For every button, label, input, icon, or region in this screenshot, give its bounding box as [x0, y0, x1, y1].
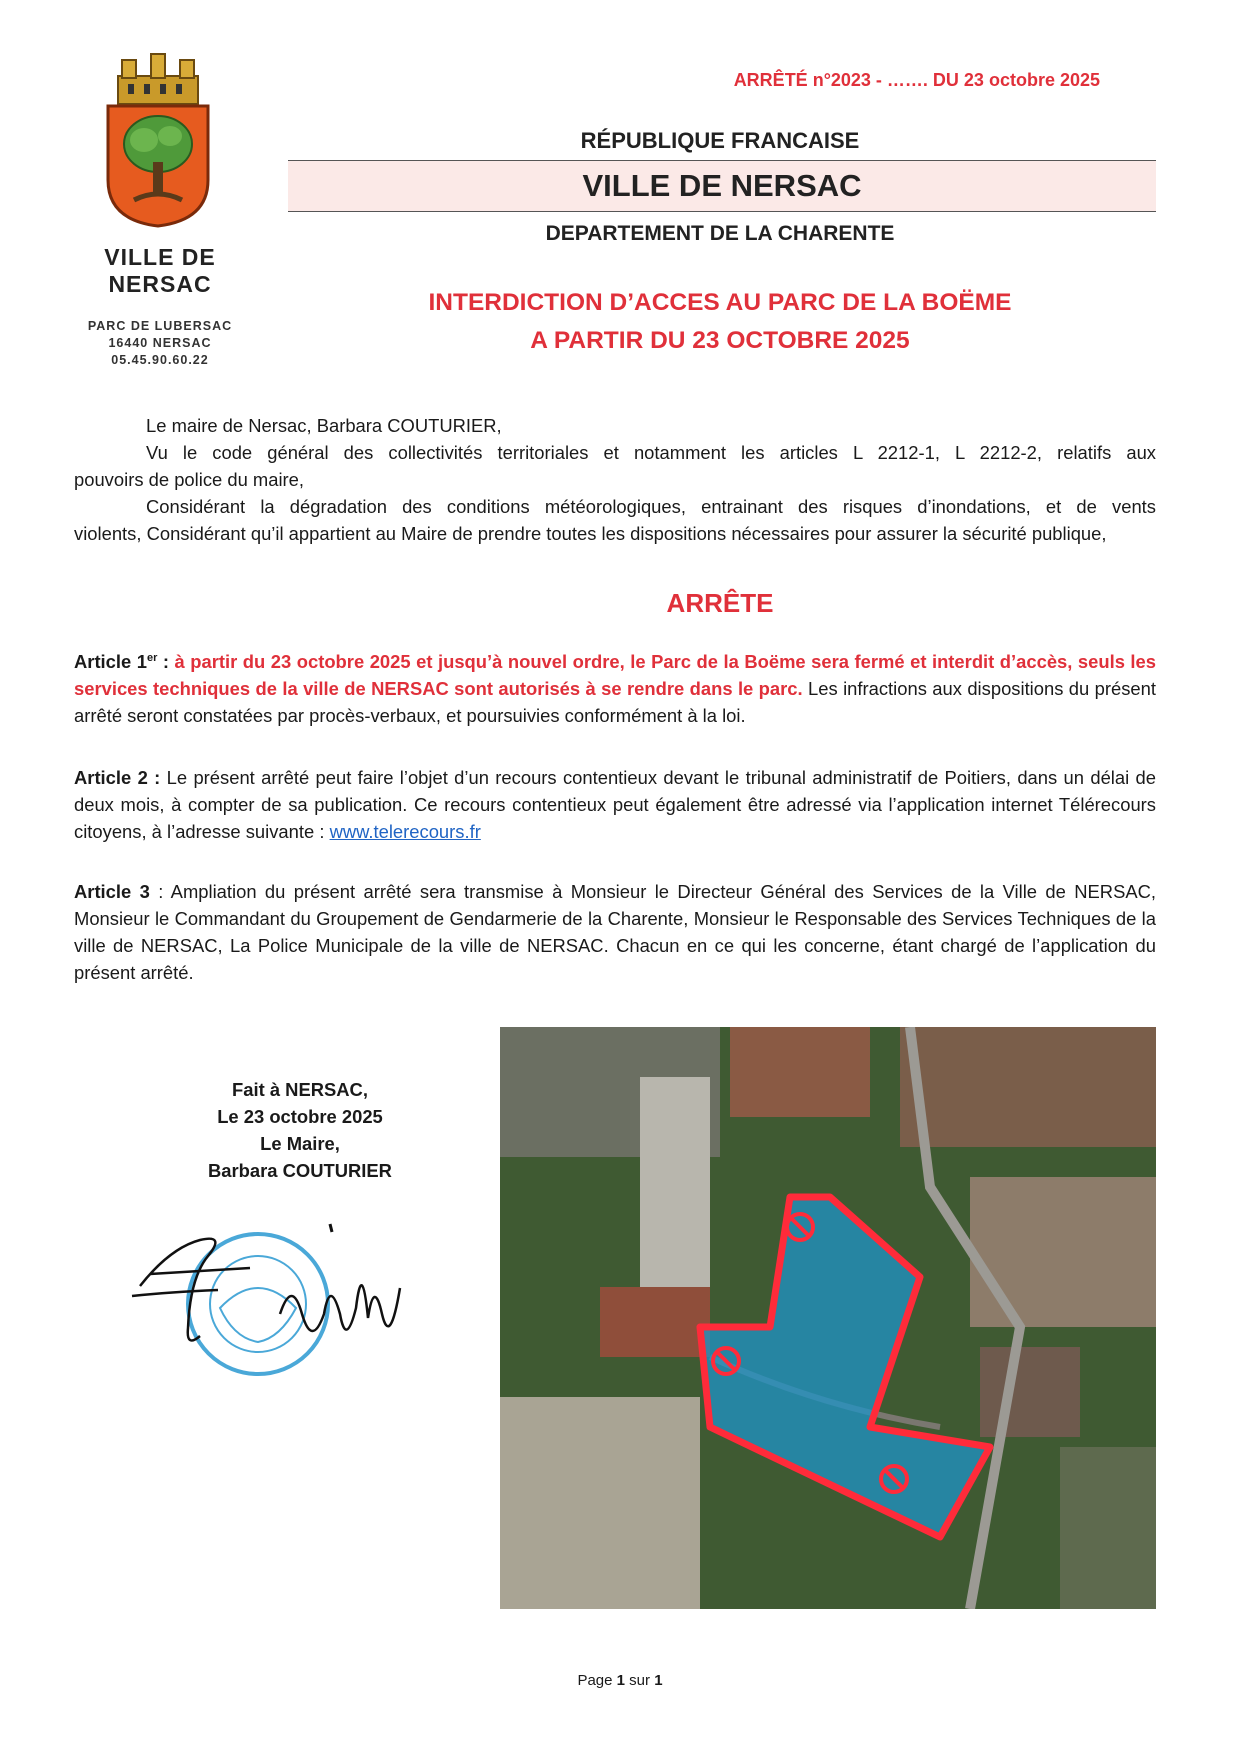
- coat-of-arms-logo: [104, 50, 212, 228]
- signature-place: Fait à NERSAC,: [232, 1079, 368, 1100]
- letterhead-name-line1: VILLE DE: [104, 244, 216, 270]
- title-line2: A PARTIR DU 23 OCTOBRE 2025: [530, 327, 910, 354]
- article-1-highlight: à partir du 23 octobre 2025 et jusqu’à nouvel ordre, le Parc de la Boëme sera fermé et interdit d’accès, seuls les services techniques de la ville de NERSAC sont autorisés à se rendre dans le parc.: [74, 651, 1157, 699]
- signature-date: Le 23 octobre 2025: [217, 1106, 383, 1127]
- page-of: sur: [625, 1672, 655, 1689]
- address-phone: 05.45.90.60.22: [111, 353, 209, 367]
- document-title: [290, 284, 1150, 360]
- title-line1: INTERDICTION D’ACCES AU PARC DE LA BOËME: [428, 289, 1012, 316]
- article-3: [74, 878, 1156, 986]
- header-republique: RÉPUBLIQUE FRANCAISE: [580, 128, 860, 153]
- page-footer: [520, 1672, 720, 1689]
- letterhead-name: [60, 244, 260, 298]
- page-word: Page: [577, 1672, 617, 1689]
- address-line1: PARC DE LUBERSAC: [87, 319, 233, 333]
- intro-considerant-end: violents, Considérant qu’il appartient au Maire de prendre toutes les dispositions nécessaires pour assurer la sécurité publique,: [74, 523, 1107, 544]
- park-aerial-map: [500, 1027, 1156, 1609]
- article-2: [74, 764, 1156, 845]
- letterhead-name-line2: NERSAC: [108, 271, 212, 297]
- signature-role: Le Maire,: [260, 1133, 340, 1154]
- article-1-text: Les infractions aux dispositions du présent arrêté seront constatées par procès-verbaux, et poursuivies conformément à la loi.: [74, 678, 1156, 726]
- article-2-label: Article 2 :: [74, 767, 161, 788]
- intro-section: [74, 412, 1156, 547]
- article-1-label: Article 1: [74, 651, 147, 672]
- article-3-text: : Ampliation du présent arrêté sera transmise à Monsieur le Directeur Général des Services de la Ville de NERSAC, Monsieur le Commandant du Groupement de Gendarmerie de la Charente, Monsieur le Responsable des Services Techniques de la ville de NERSAC, La Police Municipale de la ville de NERSAC. Chacun en ce qui les concerne, étant chargé de l’application du présent arrêté.: [74, 881, 1156, 983]
- page-current: 1: [616, 1672, 625, 1689]
- arrete-reference: ARRÊTÉ n°2023 - ……. DU 23 octobre 2025: [733, 70, 1100, 90]
- header-ville: VILLE DE NERSAC: [288, 160, 1156, 212]
- intro-vu-start: Vu le code général des collectivités territoriales et notamment les articles L 2212-1, L 2212-2, relatifs aux: [146, 442, 1156, 463]
- page-total: 1: [654, 1672, 663, 1689]
- intro-vu-end: pouvoirs de police du maire,: [74, 469, 305, 490]
- article-1-sup: er: [146, 651, 158, 664]
- letterhead-address: [60, 318, 260, 369]
- signature-block: [150, 1076, 450, 1184]
- signature-name: Barbara COUTURIER: [208, 1160, 392, 1181]
- header-departement: DEPARTEMENT DE LA CHARENTE: [545, 222, 895, 245]
- arrete-heading: ARRÊTE: [666, 588, 774, 618]
- address-line2: 16440 NERSAC: [108, 336, 212, 350]
- article-1-colon: :: [157, 651, 170, 672]
- article-1: [74, 648, 1156, 729]
- article-2-text: Le présent arrêté peut faire l’objet d’un recours contentieux devant le tribunal administratif de Poitiers, dans un délai de deux mois, à compter de sa publication. Ce recours contentieux peut également être adressé via l’application internet Télérecours citoyens, à l’adresse suivante :: [74, 767, 1157, 842]
- mayor-signature-stamp: [130, 1218, 410, 1383]
- intro-mayor: Le maire de Nersac, Barbara COUTURIER,: [146, 415, 502, 436]
- intro-considerant-start: Considérant la dégradation des conditions météorologiques, entrainant des risques d’inondations, et de vents: [146, 496, 1156, 517]
- telerecours-link[interactable]: www.telerecours.fr: [329, 821, 481, 842]
- article-3-label: Article 3: [74, 881, 150, 902]
